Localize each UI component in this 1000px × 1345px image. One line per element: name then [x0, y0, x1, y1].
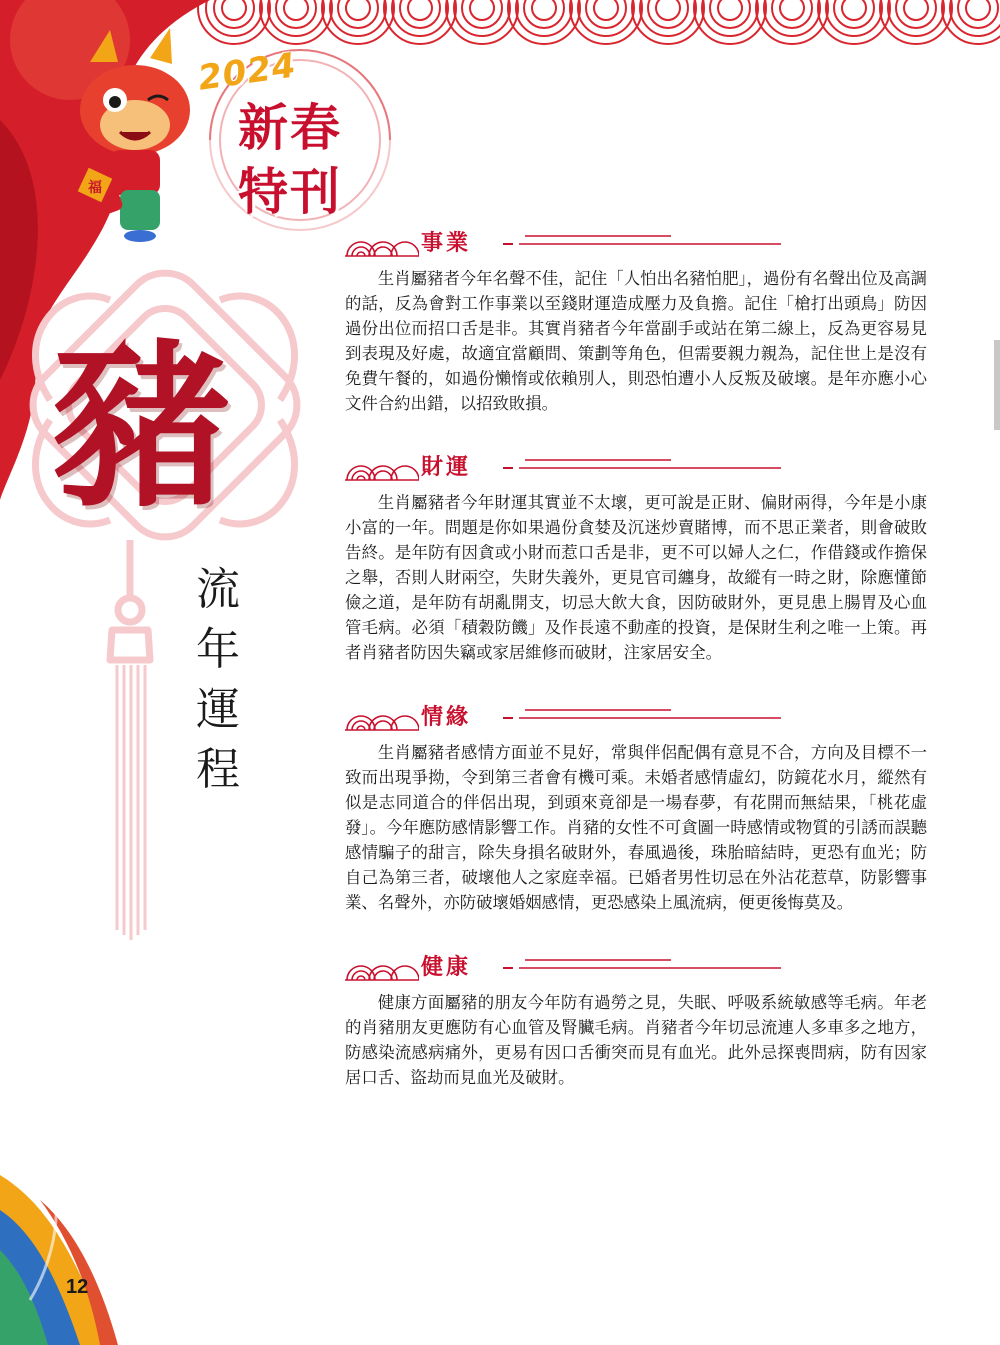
section-header — [345, 700, 927, 734]
badge-year: 2024 — [195, 45, 299, 99]
section-header — [345, 226, 927, 260]
knot-tassel — [117, 665, 145, 940]
section-career — [345, 226, 927, 416]
section-title: 健康 — [421, 955, 472, 980]
title-char: 程 — [196, 744, 240, 795]
divider-lines — [501, 958, 791, 970]
section-health — [345, 950, 927, 1090]
wave-ornament-icon — [345, 956, 419, 982]
divider-lines — [501, 458, 791, 470]
annual-fortune-title — [186, 560, 250, 800]
page-edge-tab — [994, 340, 1000, 430]
section-body: 生肖屬豬者今年財運其實並不太壞，更可說是正財、偏財兩得，今年是小康小富的一年。問題是你如果過份貪婪及沉迷炒賣賭博，而不思正業者，則會破敗告終。是年防有因貪或小財而惹口舌是非，更不可以婦人之仁，作借錢或作擔保之舉，否則人財兩空，失財失義外，更見官司纏身，故縱有一時之財，除應懂節儉之道，是年防有胡亂開支，切忌大飲大食，因防破財外，更見患上腸胃及心血管毛病。必須「積穀防饑」及作長遠不動產的投資，是保財生利之唯一上策。再者肖豬者防因失竊或家居維修而破財，注家居安全。 — [345, 493, 927, 662]
wave-ornament-icon — [345, 456, 419, 482]
section-title: 財運 — [421, 455, 472, 480]
title-char: 年 — [196, 624, 240, 675]
section-body: 健康方面屬豬的朋友今年防有過勞之見，失眠、呼吸系統敏感等毛病。年老的肖豬朋友更應防有心血管及腎臟毛病。肖豬者今年切忌流連人多車多之地方，防感染流感病痛外，更易有因口舌衝突而見有血光。此外忌探喪問病，防有因家居口舌、盜劫而見血光及破財。 — [345, 993, 927, 1087]
title-char: 運 — [196, 684, 240, 735]
section-wealth — [345, 450, 927, 665]
bottom-flame-art — [0, 1175, 118, 1345]
wave-ornament-icon — [345, 232, 419, 258]
svg-text:福: 福 — [88, 180, 102, 196]
section-body: 生肖屬豬者今年名聲不佳，記住「人怕出名豬怕肥」，過份有名聲出位及高調的話，反為會對工作事業以至錢財運造成壓力及負擔。記住「槍打出頭鳥」防因過份出位而招口舌是非。其實肖豬者今年當副手或站在第二線上，反為更容易見到表現及好處，故適宜當顧問、策劃等角色，但需要親力親為，記住世上是沒有免費午餐的，如過份懶惰或依賴別人，則恐怕遭小人反叛及破壞。是年亦應小心文件合約出錯，以招致敗損。 — [345, 269, 927, 413]
wave-ornament-icon — [345, 706, 419, 732]
zodiac-character: 豬 — [52, 322, 230, 531]
divider-lines — [501, 234, 791, 246]
top-scallop-pattern — [198, 0, 1000, 44]
badge-title-line1: 新春 — [238, 98, 342, 157]
special-edition-badge — [180, 45, 380, 222]
section-title: 情緣 — [421, 705, 472, 730]
divider-lines — [501, 708, 791, 720]
title-char: 流 — [196, 564, 240, 615]
section-title: 事業 — [421, 231, 472, 256]
section-love — [345, 700, 927, 915]
section-header — [345, 450, 927, 484]
page-number: 12 — [66, 1276, 89, 1298]
section-header — [345, 950, 927, 984]
badge-title-line2: 特刊 — [238, 162, 342, 221]
section-body: 生肖屬豬者感情方面並不見好，常與伴侶配偶有意見不合，方向及目標不一致而出現爭拗，令到第三者會有機可乘。未婚者感情虛幻，防鏡花水月，縱然有似是志同道合的伴侶出現，到頭來竟卻是一場春夢，有花開而無結果，「桃花虛發」。今年應防感情影響工作。肖豬的女性不可貪圖一時感情或物質的引誘而誤聽感情騙子的甜言，除失身損名破財外，春風過後，珠胎暗結時，更恐有血光；防自己為第三者，破壞他人之家庭幸福。已婚者男性切忌在外沾花惹草，防影響事業、名聲外，亦防破壞婚姻感情，更恐感染上風流病，便更後悔莫及。 — [345, 743, 927, 912]
